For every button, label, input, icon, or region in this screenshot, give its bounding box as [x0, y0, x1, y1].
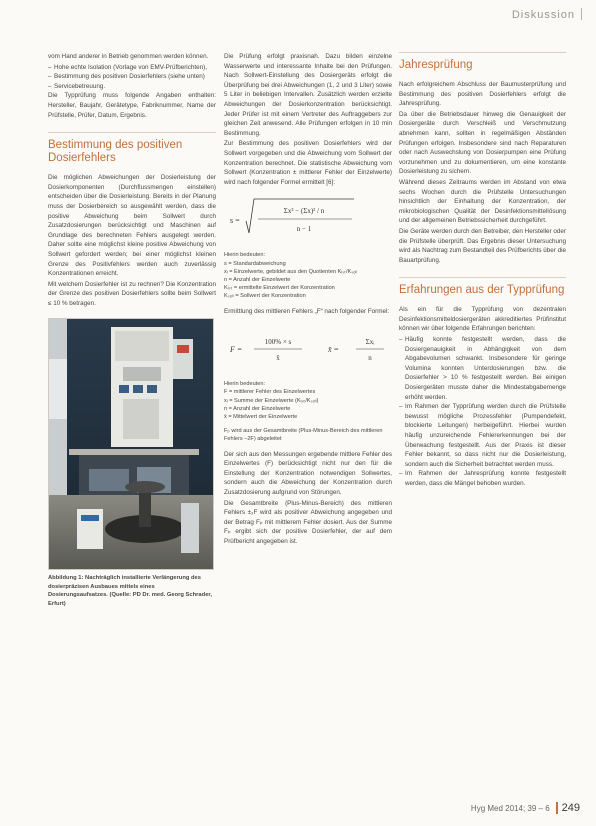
- col3-para-1: Nach erfolgreichem Abschluss der Baumusterprüfung und Bestimmung des positiven Dosierfehlers erfolgt die Jahresprüfung.: [399, 81, 566, 108]
- formula-mean-error: [224, 322, 392, 374]
- col1-list: [48, 63, 216, 92]
- legend-item: Kₛₒₗₗ = Sollwert der Konzentration: [224, 293, 306, 300]
- col3-para-5: Als ein für die Typprüfung von dezentralen Desinfektionsmitteldosiergeräten akkreditiertes Prüfinstitut können wir über folgende Erfahrungen berichten:: [399, 306, 566, 333]
- col3-para-4: Die Geräte werden durch den Betreiber, den Hersteller oder die Prüfstelle überprüft. Das Ergebnis dieser Untersuchung wird als Nachtrag zum Bestandteil des Prüfberichts über die Bauartprüfung.: [399, 227, 566, 264]
- formula3-numerator: Σxᵢ: [365, 338, 375, 347]
- page-number: 249: [556, 802, 580, 814]
- journal-citation: Hyg Med 2014; 39 – 6: [470, 804, 550, 813]
- legend-item: Kᵢₛₜ = ermittelte Einzelwert der Konzentration: [224, 285, 335, 292]
- list-item: – Servicebetreuung.: [48, 82, 216, 92]
- section-heading-jahrespruefung: Jahresprüfung: [399, 52, 566, 72]
- col2-para-1: Die Prüfung erfolgt praxisnah. Dazu bilden einzelne Wasserwerte und interessante Inhalte bei den Prüfungen. Nach Sollwert-Einstellung des Dosiergeräts erfolgt die Überprüfung bei drei Abweichungen (1, 2 und 3 Liter) sowie 5 Liter in beliebigen Intervallen. Zusätzlich werden erzielte Abweichungen der Dosierkonzentration berücksichtigt. Jeder Prüfer ist mit einem Vertreter des Auftraggebers zur gleichen Zeit anwesend. Alle Prüfungen erfolgen in 10 min Bestimmung.: [224, 53, 392, 137]
- header-divider: [581, 8, 582, 20]
- legend-title: Hierin bedeuten:: [224, 381, 266, 388]
- col1-body: Die möglichen Abweichungen der Dosierleistung der Dosierkomponenten (Durchflussmengen einstellen) entscheiden über die Dosierleistung. Bereits in der Planung muss der Dosierbereich so ausgewählt werden, dass die positive Abweichung beim Sollwert durch Zusatzdosierungen berücksichtigt und Maschinen auf Grundlage des berechneten Fehlers ausgelegt werden. Daher sollte eine möglichst kleine positive Abweichung von Sollwert gefordert werden; bei einer möglichst kleinen Grenze des Positivfehlers werden auch zuverlässig Konzentrationen erreicht.: [48, 174, 216, 278]
- col1-note: Die Typprüfung muss folgende Angaben enthalten: Hersteller, Baujahr, Gerätetype, Fabriknummer, Name der Prüfstelle, Prüfer, Datum, Ergebnis.: [48, 92, 216, 119]
- legend-item: F = mittlerer Fehler des Einzelwertes: [224, 389, 316, 396]
- legend-2: [224, 380, 392, 421]
- col3-para-3: Während dieses Zeitraums werden im Abstand von etwa sechs Wochen durch die Prüfstelle Untersuchungen hinsichtlich der Einhaltung der Konzentration, der mikrobiologischen Qualität der Desinfektionsmittellösung und der allgemeinen Betriebssicherheit durchgeführt.: [399, 178, 566, 225]
- legend-item: x̄ = Mittelwert der Einzelwerte: [224, 413, 298, 420]
- col1-intro: vom Hand anderer in Betrieb genommen werden können.: [48, 53, 209, 60]
- list-item: – Hohe echte Isolation (Vorlage von EMV-Prüfberichten),: [48, 63, 216, 73]
- list-item: – Häufig konnte festgestellt werden, dass die Dosiergenauigkeit in Abhängigkeit von dem Abgabevolumen schwankt. Insbesondere für geringe Volumina konnten Unterdosierungen bzw. die Dosierfehler > 10 % festgestellt werden. Bei einigen Dosiergeräten musste daher die Mindestabgabemenge erhöht werden.: [399, 335, 566, 402]
- list-item: – Bestimmung des positiven Dosierfehlers (siehe unten): [48, 72, 216, 82]
- photo-illustration: [49, 319, 213, 569]
- running-head: [512, 8, 582, 21]
- legend-item: n = Anzahl der Einzelwerte: [224, 276, 291, 283]
- legend-item: s = Standardabweichung: [224, 260, 286, 267]
- formula-svg: [224, 193, 392, 245]
- formula2-numerator: 100% × s: [264, 338, 292, 347]
- col2-para-3: Ermittlung des mittleren Fehlers „F“ nach folgender Formel:: [224, 307, 390, 315]
- section-heading-erfahrungen: Erfahrungen aus der Typprüfung: [399, 277, 566, 297]
- formula2-lhs: F =: [230, 345, 243, 355]
- col1-body-2: Mit welchem Dosierfehler ist zu rechnen? Die Konzentration der Grenze des positiven Dosierfehlers sollte beim Sollwert ≤ 10 % betragen.: [48, 280, 216, 307]
- page-footer: [471, 802, 580, 814]
- figure-caption: Abbildung 1: Nachträglich installierte Verlängerung des dosierpräzisen Ausbaues mittels eines Dosierungsaufsatzes. (Quelle: PD Dr. med. Georg Schrader, Erfurt): [48, 575, 212, 607]
- legend-1: [224, 251, 392, 300]
- column-1: [48, 52, 216, 608]
- formula3-lhs: x̄ =: [328, 345, 339, 355]
- section-title: Diskussion: [511, 9, 575, 21]
- legend-item: xᵢ = Einzelwerte, gebildet aus den Quotienten Kᵢₛₜ/Kₛₒₗₗ: [224, 268, 358, 275]
- column-3: [399, 52, 566, 489]
- formula-numerator: Σx² − (Σx)² / n: [283, 207, 325, 216]
- col2-para-2: Zur Bestimmung des positiven Dosierfehlers wird der Sollwert vorgegeben und die Abweichung vom Sollwert der Konzentration berechnet. Die statistische Abweichung vom Sollwert (Konzentration ± mittlerer Fehler der Einzelwerte) wird nach folgender Formel ermittelt [6]:: [224, 140, 392, 186]
- section-heading-dosierfehler: Bestimmung des positiven Dosierfehlers: [48, 132, 216, 165]
- list-item: – Im Rahmen der Typprüfung werden durch die Prüfstelle bewusst mögliche Prozessfehler (Pumpendefekt, blockierte Leitungen) herbeigeführt. Hierbei wurden häufig unzureichende Fehlererkennungen bei der Überwachung festgestellt. Aus der Praxis ist dieser Fehler bekannt, so dass nicht nur die Dosierleistung, sondern auch die Sicherheit betrachtet werden muss.: [399, 402, 566, 469]
- formula-lhs: s =: [230, 216, 240, 226]
- formula2-denominator: x̄: [276, 354, 280, 363]
- list-item: – Im Rahmen der Jahresprüfung konnte festgestellt werden, dass die Mängel behoben wurden.: [399, 469, 566, 488]
- formula-standard-deviation: [224, 193, 392, 245]
- formula3-denominator: n: [368, 354, 372, 363]
- col2-para-5: Die Gesamtbreite (Plus-Minus-Bereich) des mittleren Fehlers ±₂F wird als positiver Abweichung angegeben und der Betrag Fₚ mit mittlerem Fehler dosiert. Aus der Summe Fₚ ergibt sich der positive Dosierfehler, der auf dem Prüfbericht angegeben ist.: [224, 499, 392, 545]
- column-2: [224, 52, 392, 547]
- col3-list: [399, 335, 566, 489]
- legend-3: Fₚ wird aus der Gesamtbreite (Plus-Minus-Bereich des mittleren Fehlers –2F) abgeleitet: [224, 428, 383, 443]
- dosing-station-photo: [48, 318, 214, 570]
- legend-item: xᵢ = Summe der Einzelwerte (Kᵢₛₜ/Kₛₒₗₗ): [224, 397, 319, 404]
- legend-title: Hierin bedeuten:: [224, 252, 266, 259]
- formula-denominator: n − 1: [296, 225, 312, 234]
- col2-para-4: Der sich aus den Messungen ergebende mittlere Fehler des Einzelwertes (F) berücksichtigt nicht nur den für die Einstellung der Konzentration notwendigen Sollwertes, sondern auch die Abweichung der Konzentration durch Zusatzdosierung aufgrund von Störungen.: [224, 450, 392, 496]
- legend-item: n = Anzahl der Einzelwerte: [224, 405, 291, 412]
- formula-svg-2: [224, 322, 392, 374]
- col3-para-2: Da über die Betriebsdauer hinweg die Genauigkeit der Dosiergeräte durch Verschleiß und Verschmutzung abnehmen kann, sollten in regelmäßigen Abständen Prüfungen erfolgen. Insbesondere sind nach Reparaturen oder nach Auswechslung von Dosierpumpen eine Prüfung vorzunehmen und zu dokumentieren, um eine konstante Dosierleistung zu sichern.: [399, 110, 566, 176]
